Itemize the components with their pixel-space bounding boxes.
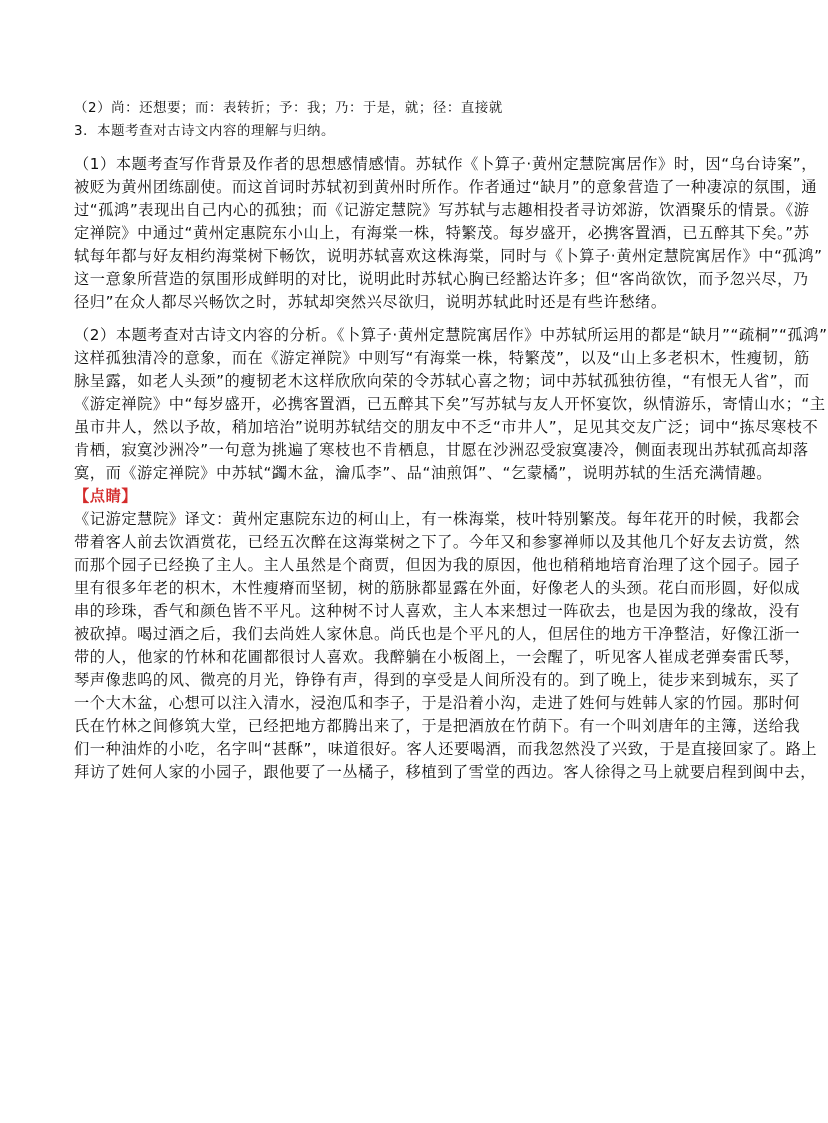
text-line: 肯栖，寂寞沙洲冷”一句意为挑遍了寒枝也不肯栖息，甘愿在沙洲忍受寂寞凄冷，侧面表现出苏轼孤高却落 [74, 440, 809, 459]
dianjing-heading: 【点睛】 [74, 486, 138, 505]
text-line: 被砍掉。喝过酒之后，我们去尚姓人家休息。尚氏也是个平凡的人，但居住的地方干净整洁，好像江浙一 [74, 624, 801, 643]
text-line: 定禅院》中通过“黄州定惠院东小山上，有海棠一株，特繁茂。每岁盛开，必携客置酒，已五醉其下矣。”苏 [74, 223, 810, 242]
text-line: 串的珍珠，香气和颜色皆不平凡。这种树不讨人喜欢，主人本来想过一阵砍去，也是因为我的缘故，没有 [74, 601, 801, 620]
translation-paragraph [74, 508, 818, 784]
text-line: 而那个园子已经换了主人。主人虽然是个商贾，但因为我的原因，他也稍稍地培育治理了这个园子。园子 [74, 555, 801, 574]
text-line: 氏在竹林之间修筑大堂，已经把地方都腾出来了，于是把酒放在竹荫下。有一个叫刘唐年的主簿，送给我 [74, 716, 801, 735]
text-line: 过“孤鸿”表现出自己内心的孤独；而《记游定慧院》写苏轼与志趣相投者寻访郊游，饮酒聚乐的情景。《游 [74, 200, 810, 219]
text-line: 被贬为黄州团练副使。而这首词时苏轼初到黄州时所作。作者通过“缺月”的意象营造了一种凄凉的氛围，通 [74, 177, 818, 196]
question-3-heading: 3．本题考查对古诗文内容的理解与归纳。 [74, 124, 335, 139]
text-line: 里有很多年老的枳木，木性瘦瘠而坚韧，树的筋脉都显露在外面，好像老人的头颈。花白而形圆，好似成 [74, 578, 801, 597]
text-line: （1）本题考查写作背景及作者的思想感情感情。苏轼作《卜算子·黄州定慧院寓居作》时，因“乌台诗案”， [74, 154, 818, 173]
text-line: 轼每年都与好友相约海棠树下畅饮，说明苏轼喜欢这株海棠，同时与《卜算子·黄州定慧院寓居作》中“孤鸿” [74, 246, 823, 265]
answer-item-2-line: （2）尚：还想要；而：表转折；予：我；乃：于是，就；径：直接就 [74, 101, 503, 116]
text-line: 拜访了姓何人家的小园子，跟他要了一丛橘子，移植到了雪堂的西边。客人徐得之马上就要启程到闽中去， [74, 762, 817, 781]
text-line: 脉呈露，如老人头颈”的瘦韧老木这样欣欣向荣的令苏轼心喜之物；词中苏轼孤独彷徨，“有恨无人省”，而 [74, 371, 810, 390]
text-line: 虽市井人，然以予故，稍加培治”说明苏轼结交的朋友中不乏“市井人”，足见其交友广泛；词中“拣尽寒枝不 [74, 417, 819, 436]
text-line: 寞，而《游定禅院》中苏轼“蠲木盆，瀹瓜李”、品“油煎饵”、“乞蒙橘”，说明苏轼的生活充满情趣。 [74, 463, 773, 482]
text-line: 琴声像悲呜的风、微亮的月光，铮铮有声，得到的享受是人间所没有的。到了晚上，徒步来到城东，买了 [74, 670, 801, 689]
text-line: 一个大木盆，心想可以注入清水，浸泡瓜和李子，于是沿着小沟，走进了姓何与姓韩人家的竹园。那时何 [74, 693, 801, 712]
text-line: 径归”在众人都尽兴畅饮之时，苏轼却突然兴尽欲归，说明苏轼此时还是有些许愁绪。 [74, 292, 667, 311]
text-line: 这样孤独清冷的意象，而在《游定禅院》中则写“有海棠一株，特繁茂”，以及“山上多老枳木，性瘦韧，筋 [74, 348, 810, 367]
analysis-paragraph-2 [74, 324, 828, 485]
text-line: 带的人，他家的竹林和花圃都很讨人喜欢。我醉躺在小板阁上，一会醒了，听见客人崔成老弹奏雷氏琴， [74, 647, 801, 666]
text-line: 《游定禅院》中“每岁盛开，必携客置酒，已五醉其下矣”写苏轼与友人开怀宴饮，纵情游乐，寄情山水；“主 [74, 394, 826, 413]
document-page [74, 97, 828, 784]
text-line: 们一种油炸的小吃，名字叫“甚酥”，味道很好。客人还要喝酒，而我忽然没了兴致，于是直接回家了。路上 [74, 739, 818, 758]
text-line: 这一意象所营造的氛围形成鲜明的对比，说明此时苏轼心胸已经豁达许多；但“客尚欲饮，而予忽兴尽，乃 [74, 269, 809, 288]
text-line: 带着客人前去饮酒赏花，已经五次醉在这海棠树之下了。今年又和参寥禅师以及其他几个好友去访赏，然 [74, 532, 801, 551]
text-line: 《记游定慧院》译文：黄州定惠院东边的柯山上，有一株海棠，枝叶特别繁茂。每年花开的时候，我都会 [74, 509, 801, 528]
analysis-paragraph-1 [74, 153, 823, 314]
text-line: （2）本题考查对古诗文内容的分析。《卜算子·黄州定慧院寓居作》中苏轼所运用的都是“缺月”“疏桐”“孤鸿” [74, 325, 828, 344]
